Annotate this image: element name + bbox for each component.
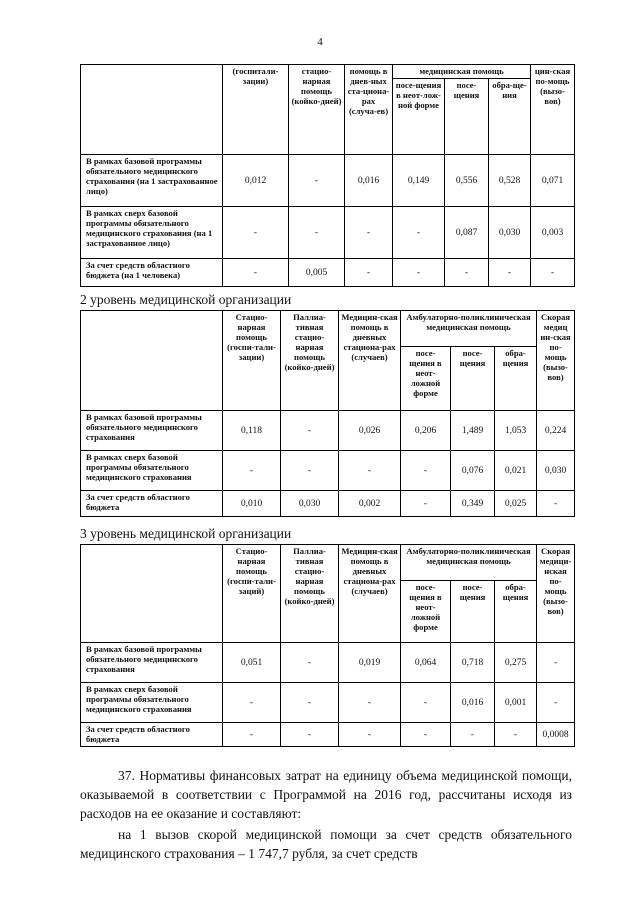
row-label: В рамках базовой программы обязательного медицинского страхования [81,411,223,451]
cell: - [281,643,339,683]
cell: - [223,451,281,491]
cell: 0,021 [495,451,537,491]
section3-title: 3 уровень медицинской организации [80,526,292,541]
label-header [81,65,223,155]
cell: - [345,207,393,259]
row-label: За счет средств областного бюджета (на 1 человека) [81,259,223,287]
header-outpatient-group: медицинская помощь [393,65,531,79]
header-appeals: обра-щения [495,347,537,411]
cell: 0,001 [495,683,537,723]
cell: 0,118 [223,411,281,451]
cell: 0,206 [401,411,451,451]
cell: - [537,643,575,683]
paragraph-ambulance-cost: на 1 вызов скорой медицинской помощи за счет средств обязательного медицинского страхования – 1 747,7 рубля, за счет средств [80,827,572,861]
level2-table [80,310,575,517]
level1-table [80,64,575,287]
label-header [81,545,223,643]
header-ambulance: Скорая медици-нская по-мощь (вызо-вов) [537,545,575,643]
row-label: За счет средств областного бюджета [81,491,223,517]
header-appeals: обра-ще-ния [489,79,531,155]
cell: 0,030 [281,491,339,517]
cell: 0,026 [339,411,401,451]
cell: - [401,723,451,747]
cell: - [281,723,339,747]
cell: - [339,723,401,747]
cell: 0,718 [451,643,495,683]
cell: - [289,155,345,207]
cell: 0,016 [451,683,495,723]
table-row [81,207,575,259]
cell: 0,0008 [537,723,575,747]
cell: 0,051 [223,643,281,683]
header-ambulance: Скорая медиц ин-ская по-мощь (вызо-вов) [537,311,575,411]
header-palliative: Паллиа-тивная стацио-нарная помощь (койко-дней) [281,545,339,643]
cell: 0,002 [339,491,401,517]
row-label: За счет средств областного бюджета [81,723,223,747]
cell: 0,010 [223,491,281,517]
header-day-hospital: Медицин-ская помощь в дневных стациона-рах (случаев) [339,311,401,411]
cell: 1,053 [495,411,537,451]
cell: - [393,207,445,259]
cell: 0,556 [445,155,489,207]
cell: - [401,451,451,491]
cell: 0,275 [495,643,537,683]
header-urgent-visits: посе-щения в неот-ложной форме [401,581,451,643]
header-visits: посе-щения [451,347,495,411]
cell: - [401,491,451,517]
cell: - [451,723,495,747]
cell: - [537,491,575,517]
cell: - [401,683,451,723]
cell: - [495,723,537,747]
cell: 0,030 [537,451,575,491]
table-row [81,259,575,287]
label-header [81,311,223,411]
cell: 0,528 [489,155,531,207]
row-label: В рамках базовой программы обязательного медицинского страхования [81,643,223,683]
level3-table [80,544,575,747]
cell: 0,087 [445,207,489,259]
header-outpatient-group: Амбулаторно-поликлиническая медицинская помощь [401,545,537,581]
cell: 0,003 [531,207,575,259]
row-label: В рамках сверх базовой программы обязательного медицинского страхования [81,451,223,491]
header-outpatient-group: Амбулаторно-поликлиническая медицинская помощь [401,311,537,347]
header-urgent-visits: посе-щения в неот-лож-ной форме [393,79,445,155]
cell: - [345,259,393,287]
header-palliative: Паллиа-тивная стацио-нарная помощь (койко-дней) [281,311,339,411]
cell: - [339,451,401,491]
cell: 0,030 [489,207,531,259]
cell: - [281,451,339,491]
header-inpatient: стацио-нарная помощь (койко-дней) [289,65,345,155]
cell: 0,064 [401,643,451,683]
cell: - [489,259,531,287]
table-row [81,643,575,683]
cell: - [445,259,489,287]
cell: - [393,259,445,287]
row-label: В рамках сверх базовой программы обязательного медицинского страхования [81,683,223,723]
table-row [81,491,575,517]
row-label: В рамках сверх базовой программы обязательного медицинского страхования (на 1 застрахованное лицо) [81,207,223,259]
header-visits: посе-щения [451,581,495,643]
section2-title: 2 уровень медицинской организации [80,292,292,307]
table-row [81,683,575,723]
cell: - [281,411,339,451]
table-row [81,155,575,207]
paragraph-37: 37. Нормативы финансовых затрат на единицу объема медицинской помощи, оказываемой в соответствии с Программой на 2016 год, рассчитаны исходя из расходов на ее оказание и составляют: [80,768,572,821]
header-hospitalization: Стацио-нарная помощь (госпи-тали-заций) [223,545,281,643]
cell: 0,025 [495,491,537,517]
cell: 0,016 [345,155,393,207]
cell: 0,005 [289,259,345,287]
cell: - [223,207,289,259]
cell: - [339,683,401,723]
cell: 0,076 [451,451,495,491]
cell: - [289,207,345,259]
table-row [81,723,575,747]
page-number: 4 [317,36,323,48]
cell: 0,149 [393,155,445,207]
header-appeals: обра-щения [495,581,537,643]
row-label: В рамках базовой программы обязательного медицинского страхования (на 1 застрахованное лицо) [81,155,223,207]
cell: 0,019 [339,643,401,683]
cell: 1,489 [451,411,495,451]
cell: - [281,683,339,723]
cell: - [531,259,575,287]
header-visits: посе-щения [445,79,489,155]
header-day-hospital: помощь в днев-ных ста-циона-рах (случа-ев) [345,65,393,155]
cell: - [223,683,281,723]
cell: 0,071 [531,155,575,207]
cell: - [223,723,281,747]
header-hospitalization: Стацио-нарная помощь (госпи-тали-зации) [223,311,281,411]
header-hospitalization: (госпитали-зации) [223,65,289,155]
header-day-hospital: Медицин-ская помощь в дневных стациона-рах (случаев) [339,545,401,643]
header-ambulance: цин-ская по-мощь (вызо-вов) [531,65,575,155]
header-urgent-visits: посе-щения в неот-ложной форме [401,347,451,411]
cell: 0,224 [537,411,575,451]
cell: - [537,683,575,723]
table-row [81,451,575,491]
cell: 0,349 [451,491,495,517]
table-row [81,411,575,451]
cell: - [223,259,289,287]
cell: 0,012 [223,155,289,207]
